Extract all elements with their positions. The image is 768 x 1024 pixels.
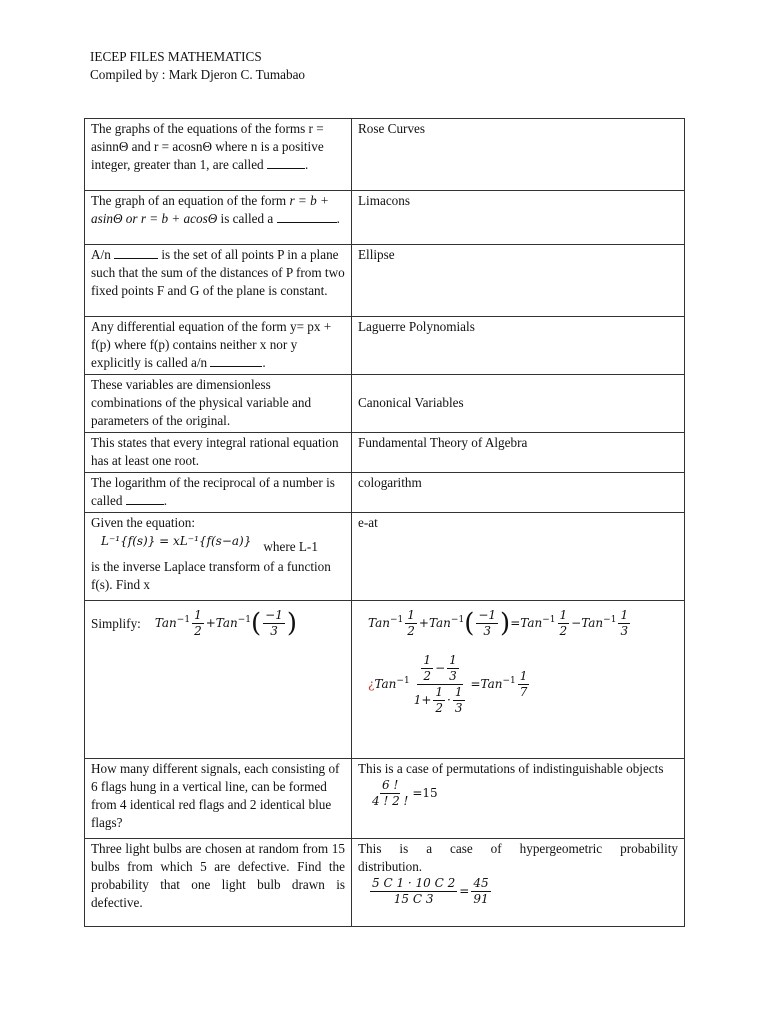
question-cell: The graphs of the equations of the forms r = asinnΘ and r = acosnΘ where n is a positive integer, greater than 1, are called . bbox=[85, 119, 352, 191]
question-cell: Three light bulbs are chosen at random from 15 bulbs from which 5 are defective. Find the probability that one light bulb drawn is defective. bbox=[85, 839, 352, 927]
question-cell: The graph of an equation of the form r = b + asinΘ or r = b + acosΘ is called a . bbox=[85, 191, 352, 245]
solution-step-1: Tan$^{-1}$ $\frac{1}{2}$ +Tan$^{-1}$( $\frac{-1}{3}$ )=Tan$^{-1}$ $\frac{1}{2}$ −Tan$^{-1}$ $\frac{1}{3}$ bbox=[368, 608, 629, 639]
table-row bbox=[85, 839, 685, 927]
question-cell: Any differential equation of the form y= px + f(p) where f(p) contains neither x nor y explicitly is called a/n . bbox=[85, 317, 352, 375]
hypergeometric-formula: $\frac{5 C 1 \cdot 10 C 2}{15 C 3}$ = $\frac{45}{91}$ bbox=[372, 876, 489, 906]
document-title: IECEP FILES MATHEMATICS bbox=[90, 49, 262, 64]
question-cell: Simplify: Tan$^{-1}$ $\frac{1}{2}$ +Tan$^{-1}$( $\frac{-1}{3}$ ) bbox=[85, 601, 352, 759]
qa-table bbox=[84, 118, 685, 927]
answer-cell: cologarithm bbox=[352, 473, 685, 513]
answer-cell: Fundamental Theory of Algebra bbox=[352, 433, 685, 473]
table-row bbox=[85, 375, 685, 433]
table-row bbox=[85, 119, 685, 191]
compiled-by: Compiled by : Mark Djeron C. Tumabao bbox=[90, 67, 306, 82]
permutation-formula: $\frac{6 !}{4 ! 2 !}$ =15 bbox=[372, 778, 438, 808]
equation-text: r = b + asinΘ or r = b + acosΘ bbox=[91, 193, 329, 226]
table-row bbox=[85, 601, 685, 759]
question-cell: Given the equation: L⁻¹{f(s)} = xL⁻¹{f(s−a)} where L-1 is the inverse Laplace transform of a function f(s). Find x bbox=[85, 513, 352, 601]
solution-step-2: ¿Tan$^{-1}$ $\frac{1}{2}$ − $\frac{1}{3}$ 1+ $\frac{1}{2}$ · $\frac{1}{3}$ =Tan$^{-1}$ $\frac{1}{7}$ bbox=[368, 653, 528, 715]
table-row bbox=[85, 513, 685, 601]
simplify-expression: Tan$^{-1}$ $\frac{1}{2}$ +Tan$^{-1}$( $\frac{-1}{3}$ ) bbox=[154, 608, 298, 639]
table-row bbox=[85, 317, 685, 375]
answer-cell bbox=[352, 601, 685, 759]
answer-cell: This is a case of hypergeometric probability distribution. $\frac{5 C 1 \cdot 10 C 2}{15 C 3}$ = $\frac{45}{91}$ bbox=[352, 839, 685, 927]
table-row bbox=[85, 473, 685, 513]
table-row bbox=[85, 759, 685, 839]
answer-cell: Ellipse bbox=[352, 245, 685, 317]
question-cell: The logarithm of the reciprocal of a number is called . bbox=[85, 473, 352, 513]
answer-cell: Canonical Variables bbox=[352, 375, 685, 433]
answer-cell: This is a case of permutations of indistinguishable objects $\frac{6 !}{4 ! 2 !}$ =15 bbox=[352, 759, 685, 839]
answer-cell: Rose Curves bbox=[352, 119, 685, 191]
question-cell: How many different signals, each consisting of 6 flags hung in a vertical line, can be formed from 4 identical red flags and 2 identical blue flags? bbox=[85, 759, 352, 839]
table-row bbox=[85, 245, 685, 317]
question-cell: These variables are dimensionless combinations of the physical variable and parameters of the original. bbox=[85, 375, 352, 433]
table-row bbox=[85, 433, 685, 473]
equation-laplace: L⁻¹{f(s)} = xL⁻¹{f(s−a)} bbox=[101, 534, 252, 548]
answer-cell: Laguerre Polynomials bbox=[352, 317, 685, 375]
table-row bbox=[85, 191, 685, 245]
answer-cell: e-at bbox=[352, 513, 685, 601]
question-cell: A/n is the set of all points P in a plane such that the sum of the distances of P from two fixed points F and G of the plane is constant. bbox=[85, 245, 352, 317]
document-header bbox=[90, 48, 305, 84]
answer-cell: Limacons bbox=[352, 191, 685, 245]
question-cell: This states that every integral rational equation has at least one root. bbox=[85, 433, 352, 473]
